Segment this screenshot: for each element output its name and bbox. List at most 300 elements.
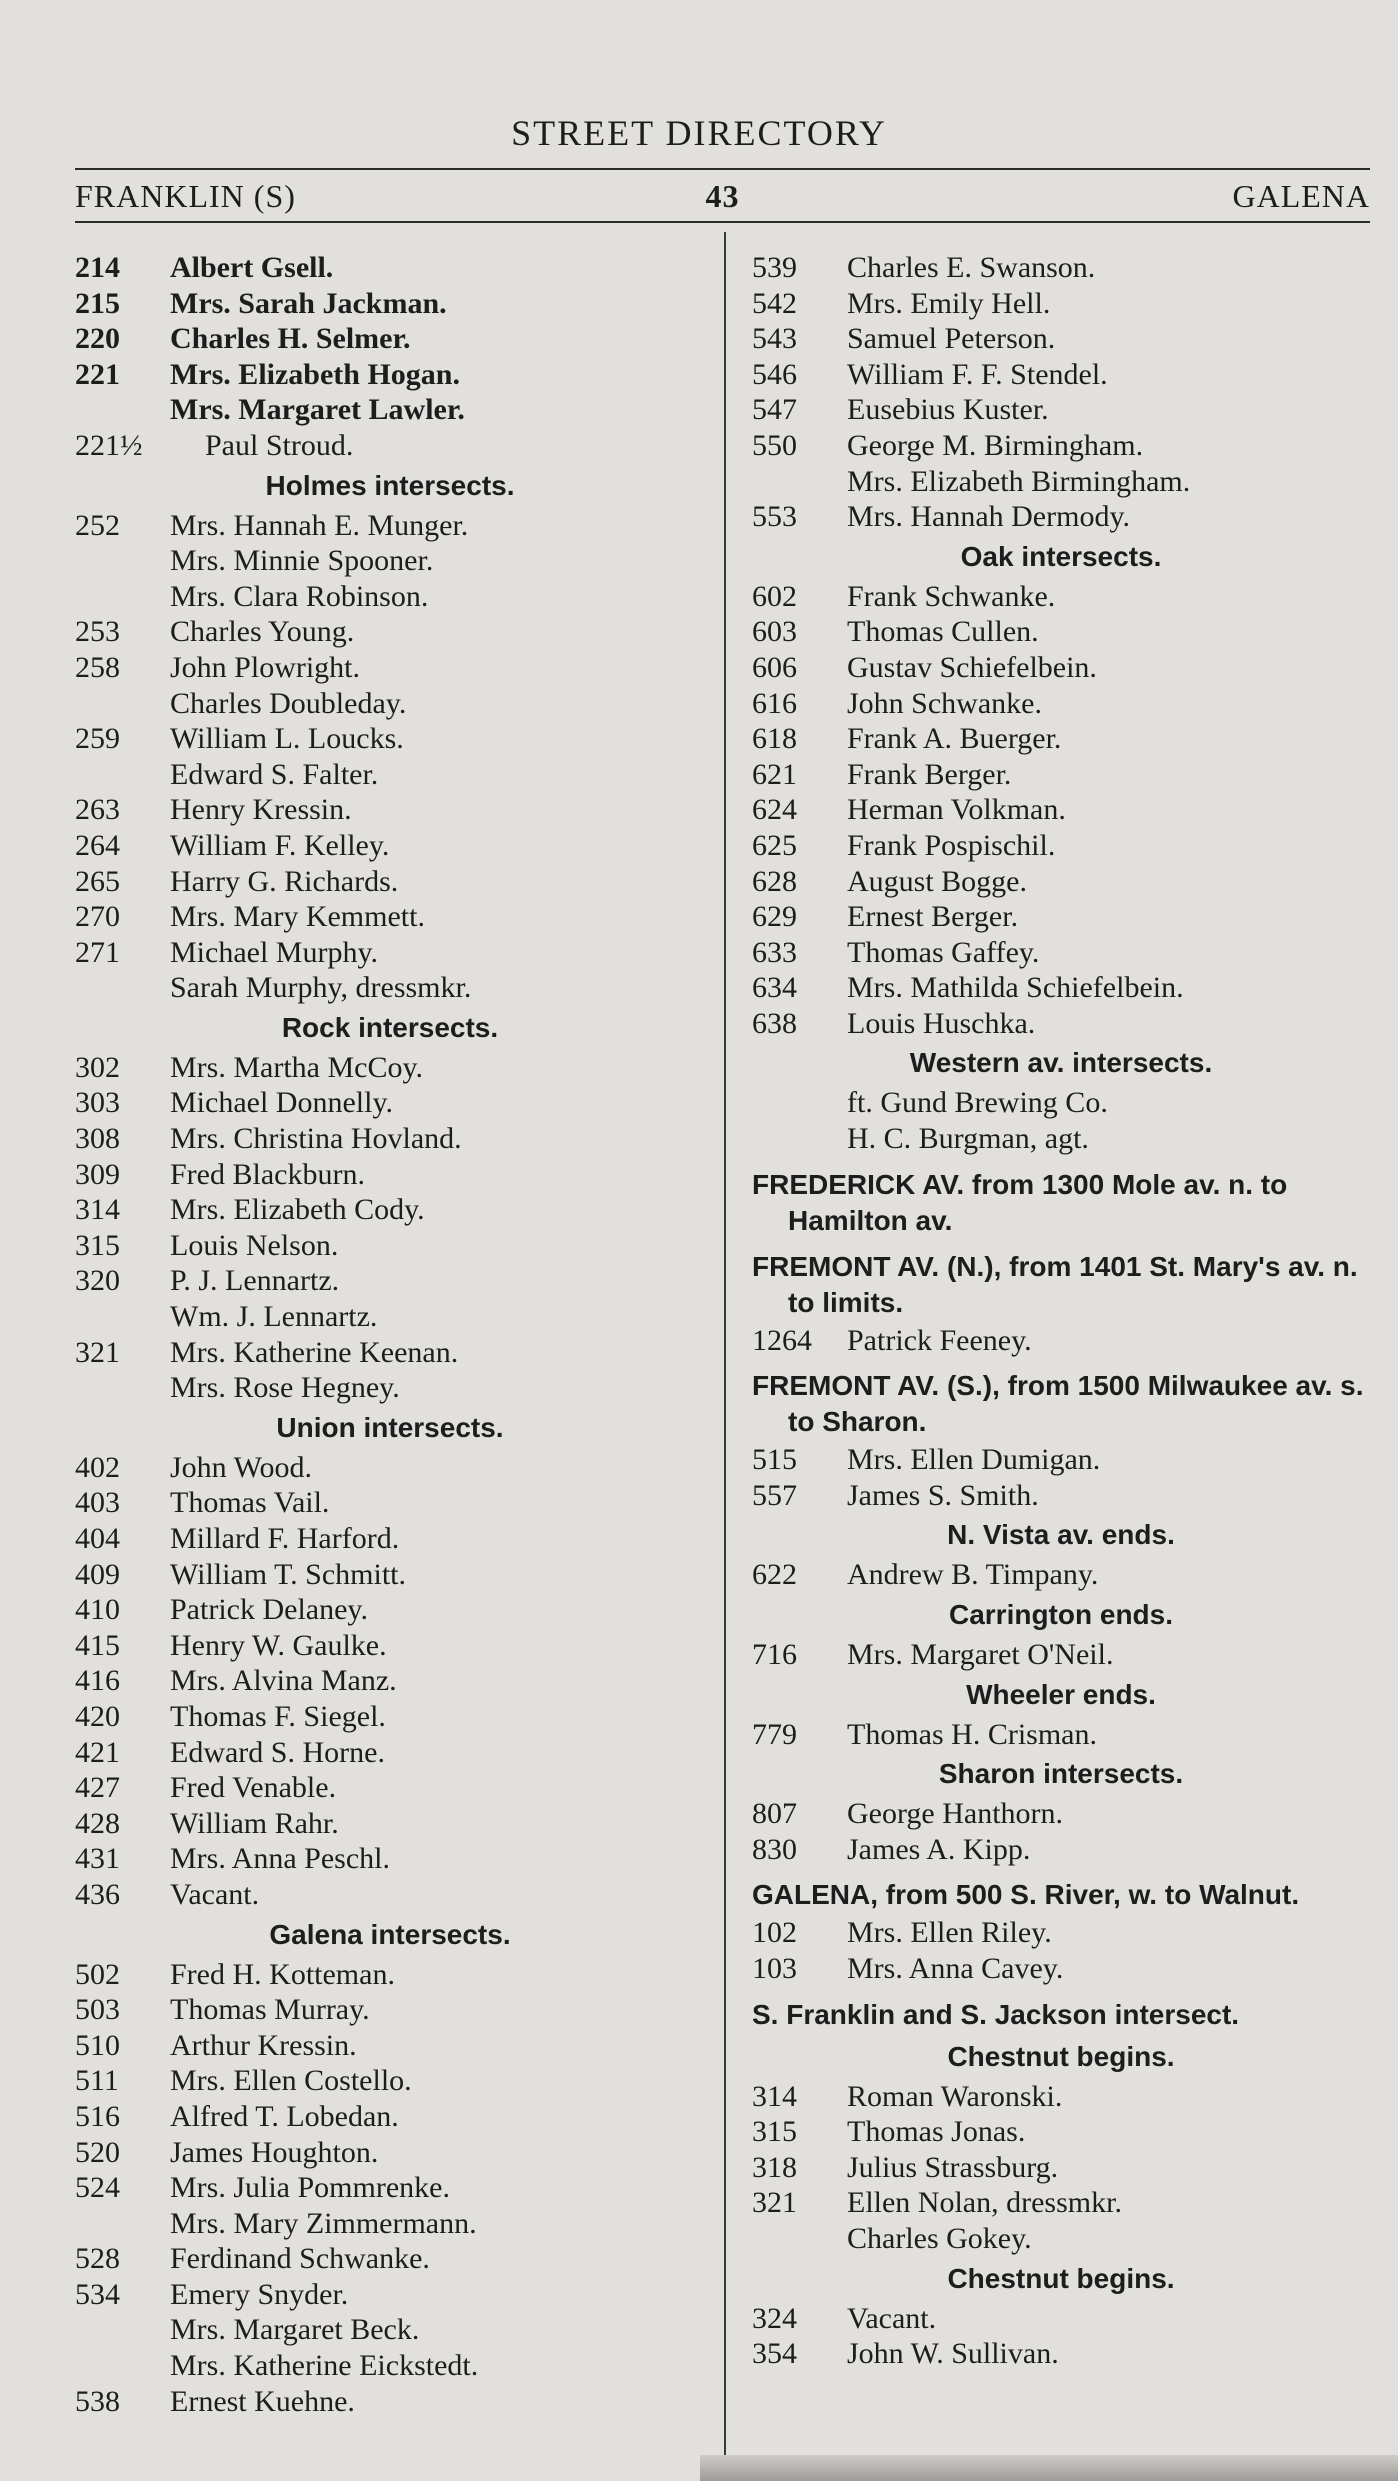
resident-name: Mrs. Hannah Dermody. — [847, 500, 1130, 534]
directory-entry — [75, 392, 705, 428]
resident-name: Mrs. Mary Kemmett. — [170, 900, 425, 934]
directory-entry — [75, 1085, 705, 1121]
street-heading: FREMONT AV. (S.), from 1500 Milwaukee av. s. to Sharon. — [752, 1370, 1364, 1438]
resident-name: Ferdinand Schwanke. — [170, 2242, 430, 2276]
resident-name: Charles Young. — [170, 615, 355, 649]
directory-entry — [752, 2079, 1370, 2115]
directory-entry — [75, 1335, 705, 1371]
directory-entry — [75, 935, 705, 971]
resident-name: Mrs. Emily Hell. — [847, 286, 1051, 320]
resident-name: Mrs. Elizabeth Hogan. — [170, 357, 460, 391]
directory-entry — [752, 2221, 1370, 2257]
directory-entry — [75, 2312, 705, 2348]
house-number: 1264 — [752, 1323, 812, 1357]
house-number: 503 — [75, 1993, 120, 2027]
house-number: 779 — [752, 1717, 797, 1751]
resident-name: Henry W. Gaulke. — [170, 1628, 387, 1662]
directory-entry — [752, 1832, 1370, 1868]
house-number: 315 — [75, 1228, 120, 1262]
resident-name: John Wood. — [170, 1450, 313, 1484]
cross-street-heading: Galena intersects. — [269, 1918, 511, 1950]
resident-name: Ernest Kuehne. — [170, 2384, 355, 2418]
directory-entry — [752, 828, 1370, 864]
directory-entry — [752, 357, 1370, 393]
resident-name: Patrick Delaney. — [170, 1593, 368, 1627]
house-number: 409 — [75, 1557, 120, 1591]
directory-entry — [752, 935, 1370, 971]
house-number: 538 — [75, 2384, 120, 2418]
house-number: 618 — [752, 722, 797, 756]
resident-name: Edward S. Horne. — [170, 1735, 385, 1769]
house-number: 830 — [752, 1832, 797, 1866]
resident-name: Thomas Gaffey. — [847, 935, 1040, 969]
resident-name: James A. Kipp. — [847, 1832, 1031, 1866]
directory-entry — [752, 286, 1370, 322]
house-number: 511 — [75, 2064, 119, 2098]
house-number: 603 — [752, 615, 797, 649]
resident-name: H. C. Burgman, agt. — [847, 1122, 1089, 1156]
resident-name: Mrs. Anna Peschl. — [170, 1842, 390, 1876]
resident-name: Mrs. Rose Hegney. — [170, 1371, 400, 1405]
house-number: 259 — [75, 722, 120, 756]
resident-name: Thomas Vail. — [170, 1486, 330, 1520]
resident-name: John Schwanke. — [847, 686, 1042, 720]
directory-entry — [75, 899, 705, 935]
house-number: 252 — [75, 508, 120, 542]
house-number: 270 — [75, 900, 120, 934]
directory-entry — [752, 392, 1370, 428]
resident-name: Ellen Nolan, dressmkr. — [847, 2186, 1122, 2220]
directory-entry — [752, 2336, 1370, 2372]
resident-name: Frank Pospischil. — [847, 828, 1056, 862]
resident-name: Henry Kressin. — [170, 793, 352, 827]
house-number: 258 — [75, 650, 120, 684]
resident-name: Michael Donnelly. — [170, 1086, 393, 1120]
directory-entry — [75, 1263, 705, 1299]
house-number: 628 — [752, 864, 797, 898]
resident-name: Mrs. Katherine Eickstedt. — [170, 2349, 479, 2383]
street-heading: S. Franklin and S. Jackson intersect. — [752, 1998, 1240, 2030]
resident-name: Mrs. Mary Zimmermann. — [170, 2206, 477, 2240]
house-number: 403 — [75, 1486, 120, 1520]
house-number: 102 — [752, 1916, 797, 1950]
house-number: 524 — [75, 2171, 120, 2205]
cross-street-heading: Chestnut begins. — [947, 2040, 1175, 2072]
resident-name: Emery Snyder. — [170, 2277, 349, 2311]
directory-entry — [75, 1957, 705, 1993]
directory-entry — [75, 357, 705, 393]
resident-name: William L. Loucks. — [170, 722, 404, 756]
house-number: 103 — [752, 1952, 797, 1985]
directory-entry — [75, 1770, 705, 1806]
directory-entry — [752, 792, 1370, 828]
cross-street-heading: Chestnut begins. — [947, 2262, 1175, 2294]
resident-name: Mrs. Clara Robinson. — [170, 579, 429, 613]
resident-name: Charles Gokey. — [847, 2221, 1032, 2255]
header-street-end: GALENA — [1232, 178, 1370, 214]
house-number: 638 — [752, 1006, 797, 1040]
resident-name: Louis Nelson. — [170, 1228, 339, 1262]
resident-name: James S. Smith. — [847, 1478, 1039, 1512]
right-column — [752, 250, 1370, 2372]
resident-name: Charles H. Selmer. — [170, 322, 411, 356]
directory-entry — [75, 1841, 705, 1877]
directory-entry — [75, 2135, 705, 2171]
directory-entry — [752, 428, 1370, 464]
directory-entry — [75, 864, 705, 900]
house-number: 404 — [75, 1522, 120, 1555]
directory-entry — [75, 1050, 705, 1086]
resident-name: Alfred T. Lobedan. — [170, 2099, 399, 2133]
resident-name: Fred Venable. — [170, 1771, 337, 1805]
resident-name: Mrs. Minnie Spooner. — [170, 544, 434, 578]
directory-entry — [75, 2028, 705, 2064]
house-number: 303 — [75, 1086, 120, 1120]
directory-entry — [75, 1121, 705, 1157]
directory-entry — [75, 2063, 705, 2099]
resident-name: Thomas Murray. — [170, 1993, 370, 2027]
house-number: 416 — [75, 1664, 120, 1698]
directory-entry — [752, 250, 1370, 286]
house-number: 807 — [752, 1797, 797, 1831]
resident-name: Gustav Schiefelbein. — [847, 650, 1097, 684]
house-number: 309 — [75, 1157, 120, 1191]
directory-entry — [752, 2114, 1370, 2150]
directory-entry — [75, 2384, 705, 2420]
house-number: 415 — [75, 1628, 120, 1662]
resident-name: Samuel Peterson. — [847, 322, 1056, 356]
house-number: 221½ — [75, 428, 143, 462]
resident-name: William F. Kelley. — [170, 828, 390, 862]
running-header — [75, 178, 1370, 218]
house-number: 520 — [75, 2135, 120, 2169]
street-heading: FREMONT AV. (N.), from 1401 St. Mary's av. n. to limits. — [752, 1250, 1358, 1318]
header-rule-bottom — [75, 221, 1370, 223]
resident-name: James Houghton. — [170, 2135, 379, 2169]
house-number: 215 — [75, 286, 120, 320]
directory-entry — [752, 899, 1370, 935]
house-number: 621 — [752, 757, 797, 791]
directory-entry — [75, 614, 705, 650]
directory-entry — [75, 2277, 705, 2313]
resident-name: Charles Doubleday. — [170, 686, 407, 720]
directory-entry — [75, 2241, 705, 2277]
resident-name: Mrs. Elizabeth Cody. — [170, 1193, 425, 1227]
resident-name: Mrs. Julia Pommrenke. — [170, 2171, 450, 2205]
house-number: 318 — [752, 2150, 797, 2184]
directory-entry — [75, 2099, 705, 2135]
directory-entry — [752, 1915, 1370, 1951]
directory-entry — [75, 792, 705, 828]
directory-entry — [75, 1735, 705, 1771]
directory-entry — [75, 1877, 705, 1913]
house-number: 622 — [752, 1558, 797, 1592]
house-number: 542 — [752, 286, 797, 320]
directory-entry — [75, 1806, 705, 1842]
directory-entry — [752, 650, 1370, 686]
resident-name: Mrs. Hannah E. Munger. — [170, 508, 469, 542]
house-number: 510 — [75, 2028, 120, 2062]
directory-entry — [752, 721, 1370, 757]
resident-name: Frank A. Buerger. — [847, 722, 1062, 756]
resident-name: Harry G. Richards. — [170, 864, 399, 898]
resident-name: Patrick Feeney. — [847, 1323, 1032, 1357]
cross-street-heading: Oak intersects. — [960, 540, 1162, 572]
resident-name: Paul Stroud. — [205, 428, 354, 462]
directory-entry — [75, 1592, 705, 1628]
directory-entry — [752, 864, 1370, 900]
house-number: 539 — [752, 251, 797, 284]
directory-entry — [75, 1663, 705, 1699]
resident-name: Eusebius Kuster. — [847, 393, 1049, 427]
resident-name: Thomas H. Crisman. — [847, 1717, 1097, 1751]
directory-entry — [75, 1485, 705, 1521]
directory-entry — [75, 1699, 705, 1735]
house-number: 516 — [75, 2099, 120, 2133]
cross-street-heading: Sharon intersects. — [938, 1758, 1184, 1790]
house-number: 606 — [752, 650, 797, 684]
resident-name: Mrs. Martha McCoy. — [170, 1050, 424, 1084]
resident-name: Julius Strassburg. — [847, 2150, 1059, 2184]
resident-name: Mrs. Mathilda Schiefelbein. — [847, 971, 1184, 1005]
house-number: 624 — [752, 793, 797, 827]
resident-name: Sarah Murphy, dressmkr. — [170, 971, 472, 1005]
directory-entry — [752, 614, 1370, 650]
resident-name: William F. F. Stendel. — [847, 357, 1108, 391]
house-number: 320 — [75, 1264, 120, 1298]
cross-street-heading: Holmes intersects. — [265, 469, 515, 501]
house-number: 528 — [75, 2242, 120, 2276]
directory-entry — [752, 1478, 1370, 1514]
directory-entry — [75, 970, 705, 1006]
directory-entry — [75, 1299, 705, 1335]
header-street-start: FRANKLIN (S) — [75, 178, 296, 214]
house-number: 420 — [75, 1699, 120, 1733]
house-number: 616 — [752, 686, 797, 720]
house-number: 221 — [75, 357, 120, 391]
directory-entry — [75, 428, 705, 464]
directory-entry — [752, 1637, 1370, 1673]
house-number: 547 — [752, 393, 797, 427]
house-number: 515 — [752, 1443, 797, 1477]
resident-name: Charles E. Swanson. — [847, 251, 1096, 284]
directory-entry — [752, 2301, 1370, 2337]
resident-name: Thomas Cullen. — [847, 615, 1039, 649]
resident-name: Mrs. Margaret Beck. — [170, 2313, 420, 2347]
resident-name: Vacant. — [170, 1877, 260, 1911]
directory-entry — [752, 1121, 1370, 1157]
house-number: 354 — [752, 2337, 797, 2371]
cross-street-heading: Union intersects. — [276, 1411, 504, 1443]
directory-entry — [75, 1450, 705, 1486]
house-number: 263 — [75, 793, 120, 827]
resident-name: Frank Schwanke. — [847, 579, 1056, 613]
house-number: 271 — [75, 935, 120, 969]
cross-street-heading: Rock intersects. — [281, 1011, 499, 1043]
house-number: 321 — [75, 1335, 120, 1369]
resident-name: Thomas Jonas. — [847, 2115, 1026, 2149]
directory-entry — [75, 1557, 705, 1593]
directory-entry — [752, 1796, 1370, 1832]
directory-entry — [752, 579, 1370, 615]
directory-entry — [752, 1951, 1370, 1987]
directory-entry — [75, 650, 705, 686]
resident-name: Mrs. Margaret Lawler. — [170, 393, 465, 427]
directory-entry — [752, 757, 1370, 793]
directory-entry — [752, 1442, 1370, 1478]
house-number: 253 — [75, 615, 120, 649]
resident-name: Wm. J. Lennartz. — [170, 1300, 378, 1334]
house-number: 436 — [75, 1877, 120, 1911]
resident-name: George Hanthorn. — [847, 1797, 1064, 1831]
house-number: 220 — [75, 322, 120, 356]
directory-entry — [75, 721, 705, 757]
cross-street-heading: Wheeler ends. — [966, 1678, 1156, 1710]
left-column — [75, 250, 705, 2419]
resident-name: Edward S. Falter. — [170, 757, 379, 791]
cross-street-heading: N. Vista av. ends. — [947, 1519, 1175, 1551]
resident-name: Mrs. Margaret O'Neil. — [847, 1638, 1114, 1672]
resident-name: William Rahr. — [170, 1806, 339, 1840]
house-number: 602 — [752, 579, 797, 613]
house-number: 716 — [752, 1638, 797, 1672]
resident-name: Thomas F. Siegel. — [170, 1699, 386, 1733]
column-divider — [724, 232, 726, 2457]
house-number: 314 — [752, 2079, 797, 2113]
resident-name: Andrew B. Timpany. — [847, 1558, 1099, 1592]
directory-entry — [75, 250, 705, 286]
street-heading: GALENA, from 500 S. River, w. to Walnut. — [752, 1879, 1300, 1911]
directory-entry — [75, 508, 705, 544]
resident-name: John Plowright. — [170, 650, 361, 684]
directory-entry — [752, 1006, 1370, 1042]
directory-entry — [752, 2150, 1370, 2186]
resident-name: Mrs. Ellen Costello. — [170, 2064, 412, 2098]
resident-name: Vacant. — [847, 2301, 937, 2335]
resident-name: Mrs. Alvina Manz. — [170, 1664, 397, 1698]
directory-entry — [75, 2206, 705, 2242]
house-number: 214 — [75, 251, 120, 284]
house-number: 427 — [75, 1771, 120, 1805]
house-number: 634 — [752, 971, 797, 1005]
house-number: 402 — [75, 1450, 120, 1484]
resident-name: John W. Sullivan. — [847, 2337, 1059, 2371]
resident-name: Mrs. Sarah Jackman. — [170, 286, 447, 320]
directory-entry — [752, 1323, 1370, 1359]
directory-entry — [75, 686, 705, 722]
house-number: 553 — [752, 500, 797, 534]
directory-entry — [75, 1157, 705, 1193]
directory-entry — [75, 286, 705, 322]
resident-name: William T. Schmitt. — [170, 1557, 407, 1591]
resident-name: P. J. Lennartz. — [170, 1264, 340, 1298]
header-rule-top — [75, 168, 1370, 170]
resident-name: Millard F. Harford. — [170, 1522, 400, 1555]
house-number: 431 — [75, 1842, 120, 1876]
house-number: 546 — [752, 357, 797, 391]
resident-name: Herman Volkman. — [847, 793, 1066, 827]
house-number: 324 — [752, 2301, 797, 2335]
resident-name: Mrs. Anna Cavey. — [847, 1952, 1064, 1985]
directory-entry — [752, 499, 1370, 535]
directory-entry — [75, 1628, 705, 1664]
directory-entry — [75, 321, 705, 357]
house-number: 625 — [752, 828, 797, 862]
street-heading: FREDERICK AV. from 1300 Mole av. n. to Hamilton av. — [752, 1168, 1288, 1236]
directory-entry — [752, 2185, 1370, 2221]
house-number: 421 — [75, 1735, 120, 1769]
directory-entry — [752, 1717, 1370, 1753]
house-number: 633 — [752, 935, 797, 969]
house-number: 314 — [75, 1193, 120, 1227]
directory-entry — [75, 543, 705, 579]
house-number: 302 — [75, 1050, 120, 1084]
directory-entry — [752, 464, 1370, 500]
cross-street-heading: Western av. intersects. — [909, 1047, 1213, 1079]
resident-name: Frank Berger. — [847, 757, 1012, 791]
directory-entry — [75, 2348, 705, 2384]
directory-entry — [75, 1228, 705, 1264]
resident-name: Fred H. Kotteman. — [170, 1957, 395, 1991]
resident-name: ft. Gund Brewing Co. — [847, 1086, 1108, 1120]
resident-name: Louis Huschka. — [847, 1006, 1036, 1040]
resident-name: August Bogge. — [847, 864, 1027, 898]
house-number: 308 — [75, 1122, 120, 1156]
directory-entry — [752, 686, 1370, 722]
house-number: 550 — [752, 428, 797, 462]
directory-entry — [75, 757, 705, 793]
cross-street-heading: Carrington ends. — [948, 1599, 1173, 1631]
directory-entry — [75, 2170, 705, 2206]
house-number: 410 — [75, 1593, 120, 1627]
directory-entry — [752, 970, 1370, 1006]
house-number: 428 — [75, 1806, 120, 1840]
page-title: STREET DIRECTORY — [511, 113, 887, 153]
house-number: 321 — [752, 2186, 797, 2220]
directory-entry — [75, 1192, 705, 1228]
house-number: 502 — [75, 1957, 120, 1991]
resident-name: Mrs. Christina Hovland. — [170, 1122, 462, 1156]
page-edge-shadow — [700, 2455, 1398, 2481]
directory-entry — [75, 579, 705, 615]
directory-entry — [752, 1085, 1370, 1121]
house-number: 543 — [752, 322, 797, 356]
resident-name: Mrs. Katherine Keenan. — [170, 1335, 459, 1369]
directory-entry — [752, 321, 1370, 357]
resident-name: Mrs. Ellen Dumigan. — [847, 1443, 1101, 1477]
page-number: 43 — [705, 178, 740, 214]
house-number: 629 — [752, 900, 797, 934]
house-number: 264 — [75, 828, 120, 862]
directory-entry — [752, 1557, 1370, 1593]
resident-name: Ernest Berger. — [847, 900, 1019, 934]
resident-name: Arthur Kressin. — [170, 2028, 357, 2062]
resident-name: Mrs. Ellen Riley. — [847, 1916, 1052, 1950]
house-number: 557 — [752, 1478, 797, 1512]
directory-entry — [75, 828, 705, 864]
resident-name: George M. Birmingham. — [847, 428, 1144, 462]
resident-name: Fred Blackburn. — [170, 1157, 365, 1191]
house-number: 315 — [752, 2115, 797, 2149]
directory-entry — [75, 1521, 705, 1557]
directory-entry — [75, 1370, 705, 1406]
resident-name: Roman Waronski. — [847, 2079, 1063, 2113]
directory-entry — [75, 1992, 705, 2028]
resident-name: Albert Gsell. — [170, 251, 334, 284]
resident-name: Michael Murphy. — [170, 935, 379, 969]
house-number: 265 — [75, 864, 120, 898]
house-number: 534 — [75, 2277, 120, 2311]
